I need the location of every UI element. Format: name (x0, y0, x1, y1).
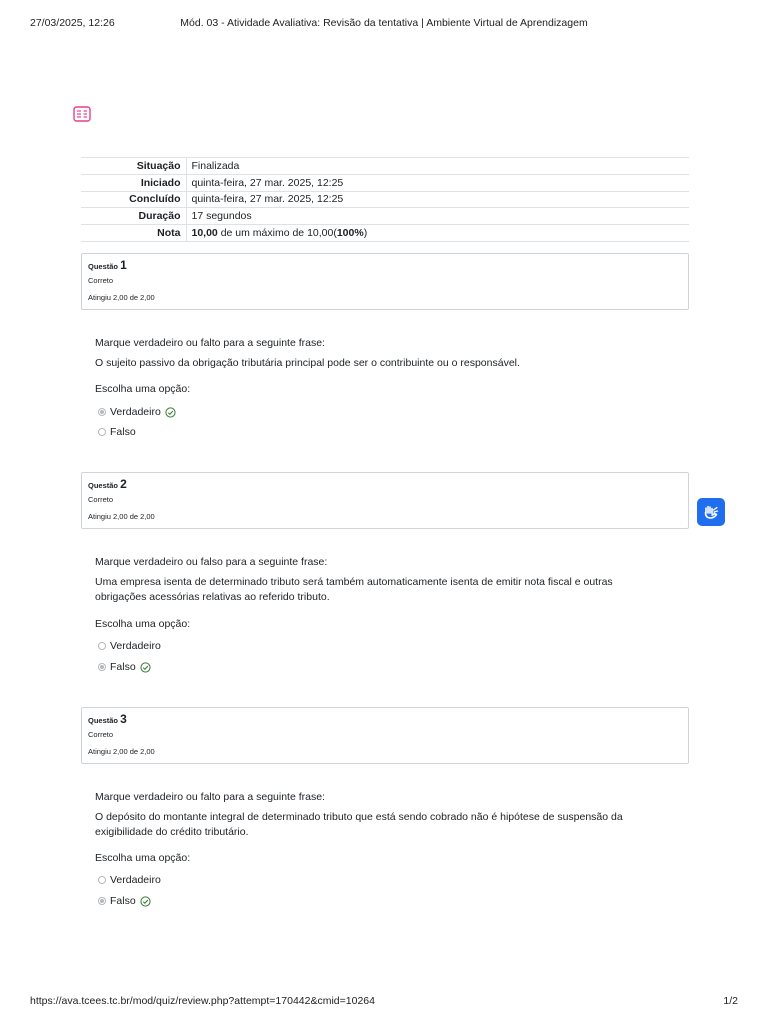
radio-unchecked[interactable] (98, 642, 106, 650)
summary-value: quinta-feira, 27 mar. 2025, 12:25 (186, 191, 689, 208)
page-number: 1/2 (723, 995, 738, 1007)
option-label: Verdadeiro (110, 406, 161, 418)
print-datetime: 27/03/2025, 12:26 (30, 17, 115, 29)
option-true-q2[interactable] (98, 639, 161, 653)
radio-unchecked[interactable] (98, 876, 106, 884)
option-false-q1[interactable] (98, 425, 136, 439)
option-label: Falso (110, 895, 136, 907)
summary-row-duration (81, 208, 689, 225)
question-number (88, 258, 682, 272)
question-info-3 (81, 707, 689, 764)
summary-value: Finalizada (186, 158, 689, 175)
check-circle-icon (140, 896, 151, 907)
check-circle-icon (140, 662, 151, 673)
question-text-1 (95, 336, 655, 376)
radio-checked[interactable] (98, 897, 106, 905)
question-prefix: Questão (88, 262, 119, 271)
attempt-summary-table (81, 157, 689, 242)
summary-row-grade (81, 225, 689, 242)
check-circle-icon (165, 407, 176, 418)
option-label: Falso (110, 661, 136, 673)
grade-score: 10,00 (191, 227, 218, 240)
question-statement: Uma empresa isenta de determinado tributo será também automaticamente isenta de emitir nota fiscal e outras obrigações acessórias relativas ao referido tributo. (95, 576, 613, 603)
question-number-value: 2 (120, 477, 127, 491)
question-prefix: Questão (88, 481, 119, 490)
question-number (88, 477, 682, 491)
accessibility-button[interactable] (697, 498, 725, 526)
question-text-2 (95, 555, 655, 610)
summary-label: Iniciado (81, 174, 186, 191)
option-label: Verdadeiro (110, 640, 161, 652)
question-grade: Atingiu 2,00 de 2,00 (88, 293, 155, 302)
choice-prompt: Escolha uma opção: (95, 852, 191, 864)
radio-checked[interactable] (98, 663, 106, 671)
summary-value: quinta-feira, 27 mar. 2025, 12:25 (186, 174, 689, 191)
summary-label: Duração (81, 208, 186, 225)
print-header (30, 17, 738, 31)
question-prefix: Questão (88, 716, 119, 725)
choice-prompt: Escolha uma opção: (95, 383, 191, 395)
question-text-3 (95, 790, 655, 845)
question-instruction: Marque verdadeiro ou falso para a seguinte frase: (95, 556, 328, 568)
question-grade: Atingiu 2,00 de 2,00 (88, 512, 155, 521)
question-statement: O sujeito passivo da obrigação tributária principal pode ser o contribuinte ou o responsável. (95, 357, 520, 369)
summary-row-completed (81, 191, 689, 208)
question-grade: Atingiu 2,00 de 2,00 (88, 747, 155, 756)
question-number-value: 1 (120, 258, 127, 272)
question-instruction: Marque verdadeiro ou falto para a seguinte frase: (95, 337, 325, 349)
summary-row-status (81, 158, 689, 175)
summary-label: Nota (81, 225, 186, 242)
radio-unchecked[interactable] (98, 428, 106, 436)
option-false-q2[interactable] (98, 660, 151, 674)
quiz-icon (73, 106, 91, 122)
question-state: Correto (88, 276, 114, 285)
question-state: Correto (88, 730, 114, 739)
question-info-1 (81, 253, 689, 310)
question-number (88, 712, 682, 726)
summary-row-started (81, 174, 689, 191)
option-false-q3[interactable] (98, 894, 151, 908)
option-true-q1[interactable] (98, 405, 176, 419)
summary-label: Situação (81, 158, 186, 175)
grade-percent: 100% (336, 227, 364, 240)
question-statement: O depósito do montante integral de determinado tributo que está sendo cobrado não é hipótese de suspensão da exigibilidade do crédito tributário. (95, 811, 623, 838)
option-label: Verdadeiro (110, 874, 161, 886)
sign-language-icon (702, 503, 720, 521)
page-url: https://ava.tcees.tc.br/mod/quiz/review.php?attempt=170442&cmid=10264 (30, 995, 375, 1007)
option-label: Falso (110, 426, 136, 438)
question-number-value: 3 (120, 712, 127, 726)
question-instruction: Marque verdadeiro ou falto para a seguinte frase: (95, 791, 325, 803)
choice-prompt: Escolha uma opção: (95, 618, 191, 630)
question-state: Correto (88, 495, 114, 504)
summary-grade-value (186, 225, 689, 242)
grade-max-text: de um máximo de 10,00( (217, 227, 337, 240)
grade-close-paren: ) (363, 227, 368, 240)
radio-checked[interactable] (98, 408, 106, 416)
option-true-q3[interactable] (98, 873, 161, 887)
question-info-2 (81, 472, 689, 529)
summary-value: 17 segundos (186, 208, 689, 225)
print-page-title: Mód. 03 - Atividade Avaliativa: Revisão da tentativa | Ambiente Virtual de Aprendizagem (180, 17, 588, 29)
summary-label: Concluído (81, 191, 186, 208)
